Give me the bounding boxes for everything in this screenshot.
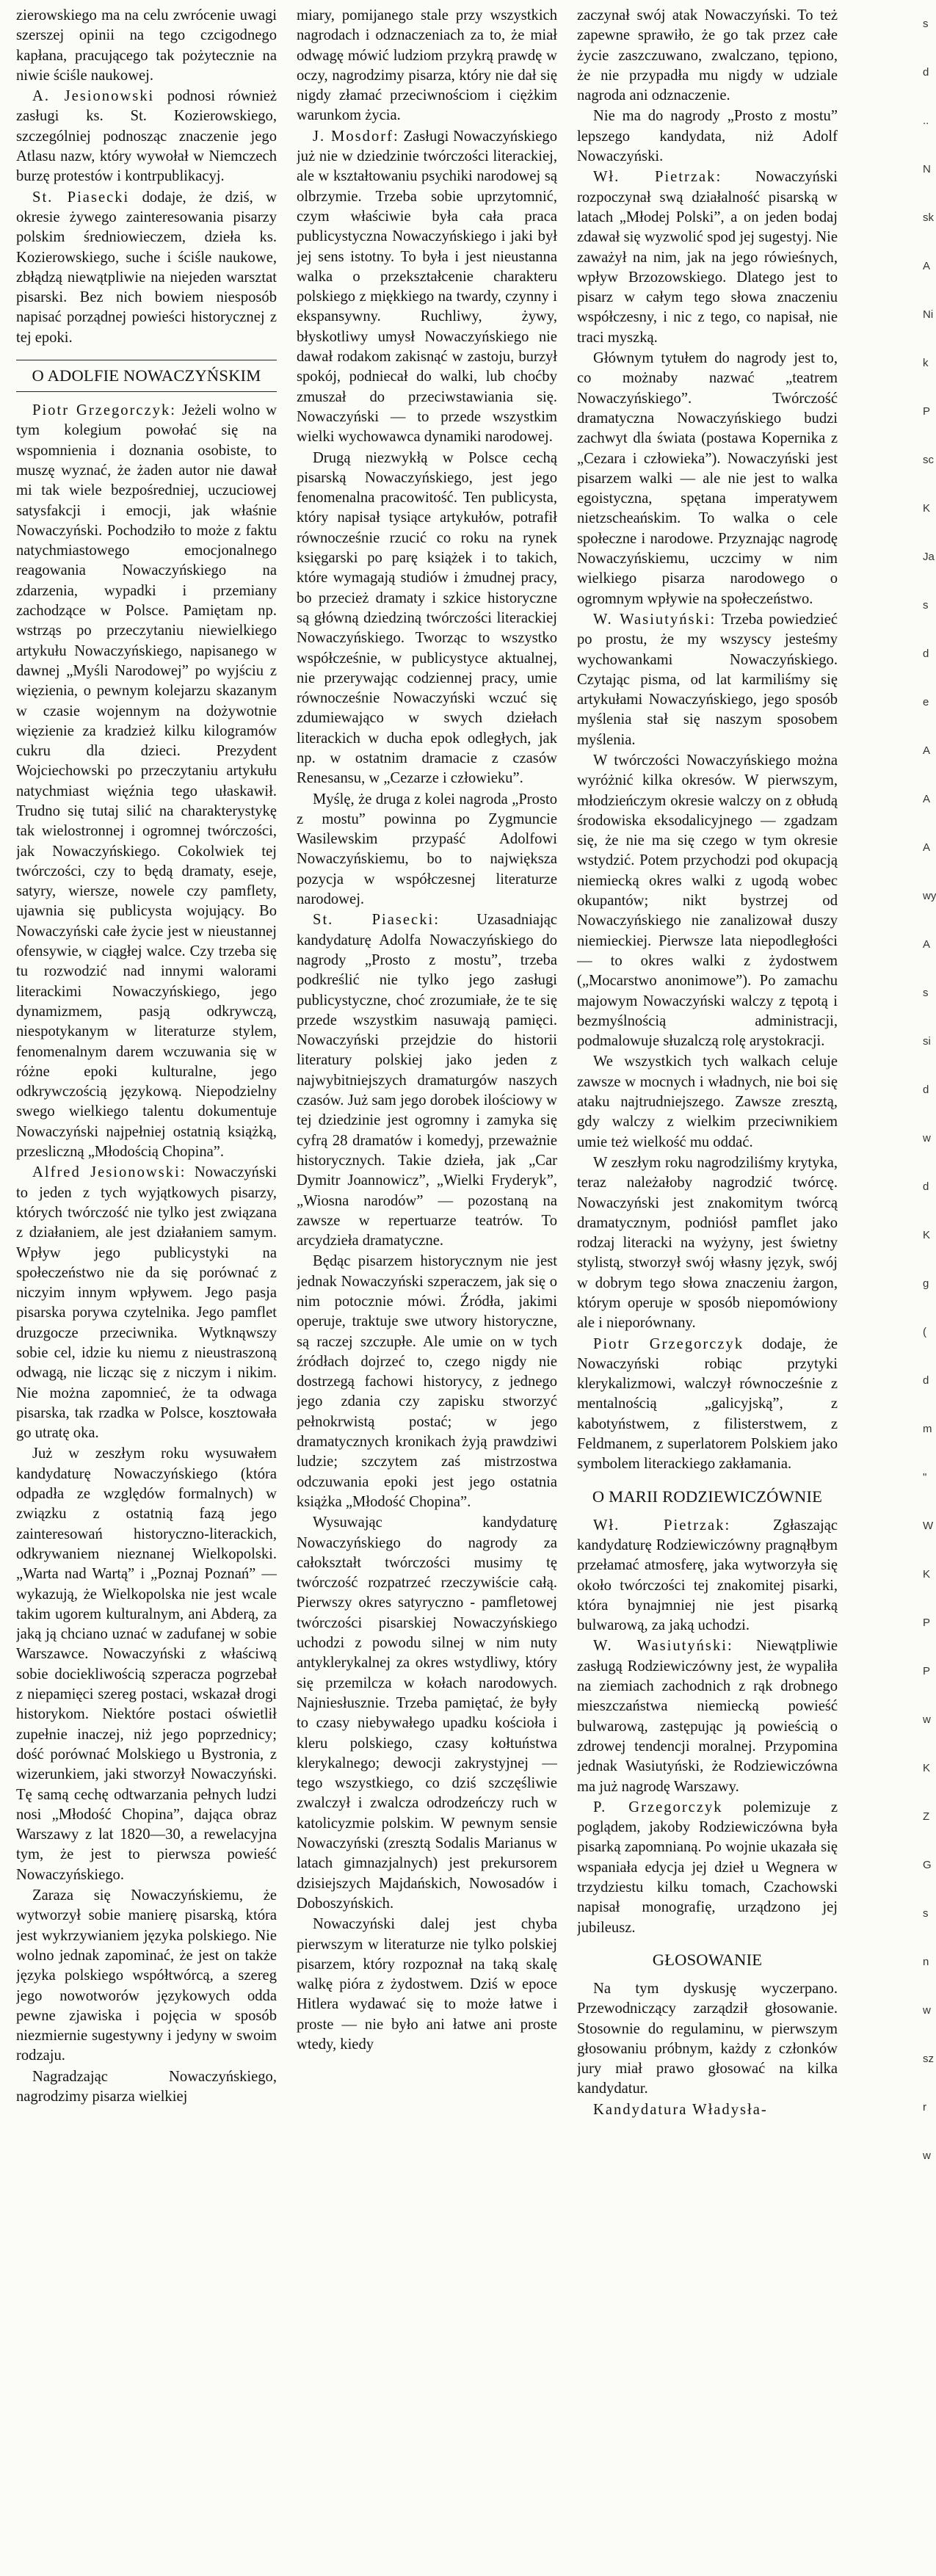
- paragraph-text: W zeszłym roku nagrodziliśmy krytyka, teraz należałoby nagrodzić twórcę. Nowaczyński jest znakomitym twórcą dramatycznym, podniósł pamflet jako rodzaj literacki na wyżyny, jest świetny stylistą, stworzył swój własny język, swój w dobrym tego słowa znaczeniu żargon, którym operuje w sposób niepomówiony ale i nieporównany.: [577, 1154, 838, 1332]
- paragraph: [577, 1636, 838, 1796]
- paragraph: [577, 6, 838, 106]
- paragraph: [577, 610, 838, 750]
- paragraph: [16, 87, 277, 186]
- paragraph-text: Zasługi Nowaczyńskiego już nie w dziedzinie twórczości literackiej, ale w kształtowaniu psychiki narodowej są olbrzymie. Trzeba sobie uprzytomnić, czym właściwie była cała praca publicystyczna Nowaczyńskiego i jaki był jej sens istotny. To była i jest nieustanna walka o przekształcenie charakteru polskiego z miękkiego na twardy, czynny i ekspansywny. Ruchliwy, żywy, błyskotliwy umysł Nowaczyńskiego nie dawał rodakom zakisnąć w zastoju, burzył spokój, podniecał do walki, lub choćby zmuszał do przeciwstawiania się. Nowaczyński — to przede wszystkim wielki wychowawca dynamiki narodowej.: [297, 128, 557, 446]
- paragraph-text: dodaje, że Nowaczyński robiąc przytyki klerykalizmowi, walczył równocześnie z mentalnością „galicyjską”, z kabotyństwem, z filisterstwem, z Feldmanem, z superlatorem Polskiem jako symbolem literackiego zakłamania.: [577, 1335, 838, 1473]
- paragraph-text: Myślę, że druga z kolei nagroda „Prosto z mostu” powinna po Zygmuncie Wasilewskim przypaść Adolfowi Nowaczyńskiemu, bo to największa pozycja w współczesnej literaturze narodowej.: [297, 791, 557, 908]
- paragraph: [577, 1516, 838, 1636]
- speaker-name: Kandydatura Władysła-: [593, 2101, 768, 2118]
- paragraph-text: polemizuje z poglądem, jakoby Rodziewiczówna była pisarką zapomnianą. Po wojnie ukazała się wspaniała edycja jej dzieł u Wegnera w trzydziestu kilku tomach, Czachowski napisał monografię, urządzono jej jubileusz.: [577, 1799, 838, 1936]
- paragraph: [577, 1052, 838, 1152]
- paragraph-text: Nagradzając Nowaczyńskiego, nagrodzimy pisarza wielkiej: [16, 2068, 277, 2105]
- column-1: [16, 6, 277, 2568]
- paragraph: [297, 1513, 557, 1914]
- paragraph-text: Na tym dyskusję wyczerpano. Przewodniczący zarządził głosowanie. Stosownie do regulaminu, w pierwszym głosowaniu próbnym, każdy z członków jury miał prawo głosować na kilka kandydatur.: [577, 1980, 838, 2097]
- paragraph: [16, 188, 277, 348]
- section-heading: GŁOSOWANIE: [652, 1950, 763, 1969]
- paragraph: [16, 6, 277, 86]
- paragraph: [16, 1886, 277, 2067]
- paragraph-text: Nowaczyński to jeden z tych wyjątkowych pisarzy, których twórczość nie tylko jest związana z działaniem, ale jest działaniem samym. Wpływ jego publicystyki na społeczeństwo nie da się porównać z niczyim innym wpływem. Jego pasja pisarska porywa czytelnika. Jego pamflet druzgocze przeciwnika. Wytknąwszy sobie cel, idzie ku niemu z nieustraszoną odwagą, nie licząc się z niczym i nikim. Nie można zapomnieć, że ta odwaga pisarska, tak rzadka w Polsce, kosztowała go utratę oka.: [16, 1164, 277, 1442]
- paragraph: [297, 127, 557, 448]
- paragraph-text: Uzasadniając kandydaturę Adolfa Nowaczyńskiego do nagrody „Prosto z mostu”, trzeba podkreślić nie tylko jego zasługi publicystyczne, choć zrozumiałe, że te się przede wszystkim nasuwają pamięci. Nowaczyński przejdzie do historii literatury polskiej jako jeden z najwybitniejszych dramaturgów naszych czasów. Już sam jego dorobek ilościowy w tej dziedzinie jest ogromny i zamyka się cyfrą 28 dramatów i komedyj, przeważnie historycznych. Takie dzieła, jak „Car Dymitr Joannowicz”, „Wielki Fryderyk”, „Wiosna narodów” — pozostaną na zawsze w repertuarze teatrów. To arcydzieła dramatyczne.: [297, 912, 557, 1249]
- paragraph: [16, 2067, 277, 2108]
- paragraph: [577, 106, 838, 167]
- adjacent-column-edge: s d .. N sk A Ni k P sc K Ja s d e A A A wy A s si d w d K g ( d m " W K P P w K Z G s n w sz r w: [923, 18, 936, 2162]
- paragraph: [297, 910, 557, 1251]
- speaker-name: W. Wasiutyński:: [593, 611, 716, 628]
- speaker-name: Piotr Grzegorczyk:: [32, 402, 177, 419]
- paragraph: [297, 1252, 557, 1512]
- section-heading: O MARII RODZIEWICZÓWNIE: [592, 1487, 823, 1506]
- paragraph: [16, 1163, 277, 1443]
- speaker-name: P. Grzegorczyk: [593, 1799, 723, 1815]
- paragraph-text: Będąc pisarzem historycznym nie jest jednak Nowaczyński szperaczem, jak się o nim potocznie mówi. Źródła, jakimi operuje, traktuje swe utwory historyczne, są raczej szczupłe. Ale umie on w tych źródłach dojrzeć to, czego nigdy nie dostrzegą fachowi historycy, z jednego jego zdania czy zapisku stworzyć pełnokrwistą postać; w jego dramatycznych kronikach żyją prawdziwi ludzie; szczytem zaś mistrzostwa odczuwania epoki jest jego ostatnia książka „Młodość Chopina”.: [297, 1253, 557, 1510]
- paragraph: [577, 1798, 838, 1938]
- paragraph-text: Nie ma do nagrody „Prosto z mostu” lepszego kandydata, niż Adolf Nowaczyński.: [577, 108, 838, 165]
- paragraph-text: Już w zeszłym roku wysuwałem kandydaturę Nowaczyńskiego (która odpadła ze względów formalnych) w związku z ostatnią fazą jego zainteresowań historyczno-literackich, odkrywaniem nieznanej Wielkopolski. „Warta nad Wartą” i „Poznaj Poznań” — wykazują, że Wielkopolska nie jest wcale takim ugorem kulturalnym, ani Abderą, za jaką ją chciano uznać w zadufanej w sobie Warszawce. Nowaczyński z właściwą sobie dociekliwością szperacza pogrzebał z niepamięci szereg postaci, wskazał drogi historykom. Niektóre postaci oświetlił zupełnie inaczej, niż jego poprzednicy; dość porównać Molskiego u Bystronia, z wizerunkiem, jaki stworzył Nowaczyński. Tę samą cechę odtwarzania pełnych ludzi nosi „Młodość Chopina”, dająca obraz Warszawy z lat 1820—30, a rewelacyjna tym, że jest to pierwsza powieść Nowaczyńskiego.: [16, 1445, 277, 1883]
- speaker-name: Piotr Grzegorczyk: [593, 1335, 744, 1352]
- paragraph: [297, 1915, 557, 2055]
- paragraph-text: Trzeba powiedzieć po prostu, że my wszyscy jesteśmy wychowankami Nowaczyńskiego. Czytając pisma, od lat karmiliśmy się artykułami Nowaczyńskiego, jego sposób myślenia stał się naszym sposobem myślenia.: [577, 611, 838, 748]
- paragraph-text: Nowaczyński rozpoczynał swą działalność pisarską w latach „Młodej Polski”, a on jeden bodaj zdawał się wyzwolić spod jej sugestyj. Nie zaważył na nim, jak na jego rówieśnych, wpływ Brzozowskiego. Dlatego jest to pisarz w całym tego słowa znaczeniu współczesny, i nic z tego, co napisał, nie traci myszką.: [577, 169, 838, 346]
- speaker-name: A. Jesionowski: [32, 88, 155, 105]
- paragraph-text: Niewątpliwie zasługą Rodziewiczówny jest, że wypaliła na ziemiach zachodnich z rąk drobnego mieszczaństwa niemiecką powieść bulwarową, zastępując ją powieścią o zdrowej tendencji moralnej. Przypomina jednak Wasiutyński, że Rodziewiczówna ma już nagrodę Warszawy.: [577, 1638, 838, 1795]
- section-heading: O ADOLFIE NOWACZYŃSKIM: [16, 360, 277, 392]
- paragraph-text: zaczynał swój atak Nowaczyński. To też zapewne sprawiło, że go tak przez całe życie zaszczuwano, zwalczano, tępiono, że nie przypadła mu nigdy w udziale nagroda ani odznaczenie.: [577, 7, 838, 104]
- paragraph-text: Zgłaszając kandydaturę Rodziewiczówny pragnąłbym przełamać atmosferę, jaka wytworzyła się około twórczości tej znakomitej pisarki, która bynajmniej nie jest pisarką bulwarową, za jaką uchodzi.: [577, 1517, 838, 1634]
- paragraph: [297, 449, 557, 789]
- paragraph: [577, 1979, 838, 2100]
- paragraph-text: podnosi również zasługi ks. St. Kozierowskiego, szczególniej podnosząc znaczenie jego Atlasu nazw, który wywołał w Niemczech burzę protestów i kontrpublikacyj.: [16, 88, 277, 185]
- paragraph: [577, 1335, 838, 1475]
- paragraph-text: W twórczości Nowaczyńskiego można wyróżnić kilka okresów. W pierwszym, młodzieńczym okresie walczy on z obłudą środowiska eksodalicyjnego — zgadzam się, że nie ma się czego w tym okresie wstydzić. Potem przychodzi pod okupacją niemiecką okres walki z ugodą wobec okupantów; nikt bystrzej od Nowaczyńskiego nie zanalizował duszy niemieckiej. Pierwsze lata niepodległości — to okres walki z żydostwem („Mocarstwo anonimowe”). Po zamachu majowym Nowaczyński walczy z tępotą i bezmyślnością administracji, podmalowuje słuzalczą rolę arystokracji.: [577, 752, 838, 1050]
- paragraph: [577, 1153, 838, 1334]
- paragraph-text: Głównym tytułem do nagrody jest to, co możnaby nazwać „teatrem Nowaczyńskiego”. Twórczość dramatyczna Nowaczyńskiego budzi zachwyt dla świata (postawa Kopernika z „Cezara i człowieka”). Nowaczyński jest pisarzem walki — ale nie jest to walka egoistyczna, spętana imperatywem nietzscheańskim. To walka o cele społeczne i narodowe. Przyznając nagrodę Nowaczyńskiemu, uczcimy w nim wielkiego pisarza narodowego o ogromnym wpływie na społeczeństwo.: [577, 350, 838, 607]
- paragraph-text: Wysuwając kandydaturę Nowaczyńskiego do nagrody za całokształt twórczości musimy tę twórczość rozpatrzeć rzeczywiście całą. Pierwszy okres satyryczno - pamfletowej twórczości pisarskiej Nowaczyńskiego uchodzi z powodu silnej w nim nuty antyklerykalnej za okres wstydliwy, który się przemilcza w kołach narodowych. Najniesłusznie. Trzeba pamiętać, że były to czasy niebywałego upadku kościoła i kleru polskiego, czasy kołtuństwa klerykalnego; dewocji zakrystyjnej — tego wszystkiego, co dziś szczęśliwie zwalczył i zwalcza odrodzeńczy ruch w katolicyzmie polskim. W pewnym sensie Nowaczyński (zresztą Sodalis Marianus w latach gimnazjalnych) jest prekursorem dzisiejszych Majdańskich, Nowosadów i Doboszyńskich.: [297, 1514, 557, 1912]
- column-2: [297, 6, 557, 2568]
- speaker-name: St. Piasecki:: [313, 912, 440, 929]
- paragraph-text: Zaraza się Nowaczyńskiemu, że wytworzył sobie manierę pisarską, która jest wykrzywianiem języka polskiego. Nie wolno jednak zapominać, że jest on także języka polskiego współtwórcą, a szereg jego nowotworów językowych odda pewne zjawiska i pojęcia w sposób niezmiernie sugestywny i jedyny w swoim rodzaju.: [16, 1887, 277, 2064]
- paragraph: [297, 6, 557, 126]
- paragraph: [577, 167, 838, 348]
- paragraph-text: We wszystkich tych walkach celuje zawsze w mocnych i władnych, nie boi się ataku najtrudniejszego. Zawsze zresztą, gdy walczy z wielkim przeciwnikiem umie też wielkość mu oddać.: [577, 1053, 838, 1150]
- speaker-name: St. Piasecki: [32, 189, 130, 206]
- paragraph-text: Drugą niezwykłą w Polsce cechą pisarską Nowaczyńskiego, jest jego fenomenalna pracowitość. Ten publicysta, który napisał tysiące artykułów, potrafił równocześnie rzucić co roku na rynek księgarski po parę książek i to takich, które wymagają studiów i żmudnej pracy, bo przecież dramaty i szkice historyczne są główną dziedziną twórczości literackiej Nowaczyńskiego. Tworząc to wszystko współcześnie, w publicystyce aktualnej, nie przerywając codziennej pracy, umie równocześnie Nowaczyński wczuć się zdumiewająco w swych dziełach literackich w ducha epok odległych, jak np. w ostatnim dramacie z czasów Renesansu, w „Cezarze i człowieku”.: [297, 449, 557, 787]
- paragraph: [577, 751, 838, 1051]
- paragraph: [16, 401, 277, 1162]
- paragraph-text: Nowaczyński dalej jest chyba pierwszym w literaturze nie tylko polskiej pisarzem, który rozpoznał na taką skalę walkę pióra z żydostwem. Dziś w epoce Hitlera wydawać się to może łatwe i proste — nie było ani łatwe ani proste wtedy, kiedy: [297, 1916, 557, 2053]
- speaker-name: Wł. Pietrzak:: [593, 169, 722, 186]
- paragraph: [577, 349, 838, 609]
- paragraph: [16, 1444, 277, 1885]
- paragraph: [577, 2100, 838, 2120]
- paragraph-text: zierowskiego ma na celu zwrócenie uwagi szerszej opinii na tego czcigodnego kapłana, pracującego tak pożytecznie na niwie ściśle naukowej.: [16, 7, 277, 84]
- speaker-name: Wł. Pietrzak:: [593, 1517, 731, 1534]
- article-columns: [16, 6, 915, 2568]
- speaker-name: J. Mosdorf:: [313, 128, 399, 145]
- speaker-name: W. Wasiutyński:: [593, 1638, 733, 1655]
- paragraph: [297, 790, 557, 910]
- paragraph-text: Jeżeli wolno w tym kolegium powołać się na wspomnienia i doznania osobiste, to muszę wyznać, że żaden autor nie dawał mi tak wiele bezpośredniej, uczuciowej satysfakcji i emocji, jak właśnie Nowaczyński. Pochodziło to może z faktu natychmiastowego emocjonalnego reagowania Nowaczyńskiego na zdarzenia, wypadki i przemiany zachodzące w Polsce. Pamiętam np. wstrząs po przeczytaniu niewielkiego artykułu Nowaczyńskiego, napisanego w dawnej „Myśli Narodowej” po wyjściu z więzienia, o pewnym kolejarzu skazanym w czasie wojennym na dożywotnie więzienie za kradzież kilku kilogramów cukru dla dzieci. Prezydent Wojciechowski po przeczytaniu artykułu natychmiast więźnia tego ułaskawił. Trudno się tutaj silić na charakterystykę tak wielostronnej i ogromnej twórczości, jak Nowaczyńskiego. Cokolwiek tej twórczości, czy to będą dramaty, eseje, satyry, wiersze, nowele czy pamflety, ujawnia się publicysta wojujący. Bo Nowaczyński całe życie jest w nieustannej ofensywie, w ciągłej walce. Czy trzeba się tu rozwodzić nad innymi walorami literackimi Nowaczyńskiego, jego dynamizmem, pasją odkrywczą, niespotykanym w literaturze stylem, fenomenalnym darem wczuwania się w różne epoki kulturalne, jego odkrywczością językową. Niepodzielny swego wielkiego talentu dokumentuje Nowaczyński najpełniej ostatnią książką, przesliczną „Młodością Chopina”.: [16, 402, 277, 1161]
- column-3: [577, 6, 838, 2568]
- speaker-name: Alfred Jesionowski:: [32, 1164, 186, 1181]
- paragraph-text: dodaje, że dziś, w okresie żywego zainteresowania pisarzy polskim średniowieczem, dzieła ks. Kozierowskiego, suche i ściśle naukowe, zbłądzą niewątpliwie na niejeden warsztat pisarski. Bez nich bowiem niesposób napisać porządnej powieści historycznej z tej epoki.: [16, 189, 277, 346]
- paragraph-text: miary, pomijanego stale przy wszystkich nagrodach i odznaczeniach za to, że miał odwagę mówić ludziom przykrą prawdę w oczy, nagrodzimy pisarza, który nie dał się nigdy złamać przeciwnościom i ciężkim warunkom życia.: [297, 7, 557, 124]
